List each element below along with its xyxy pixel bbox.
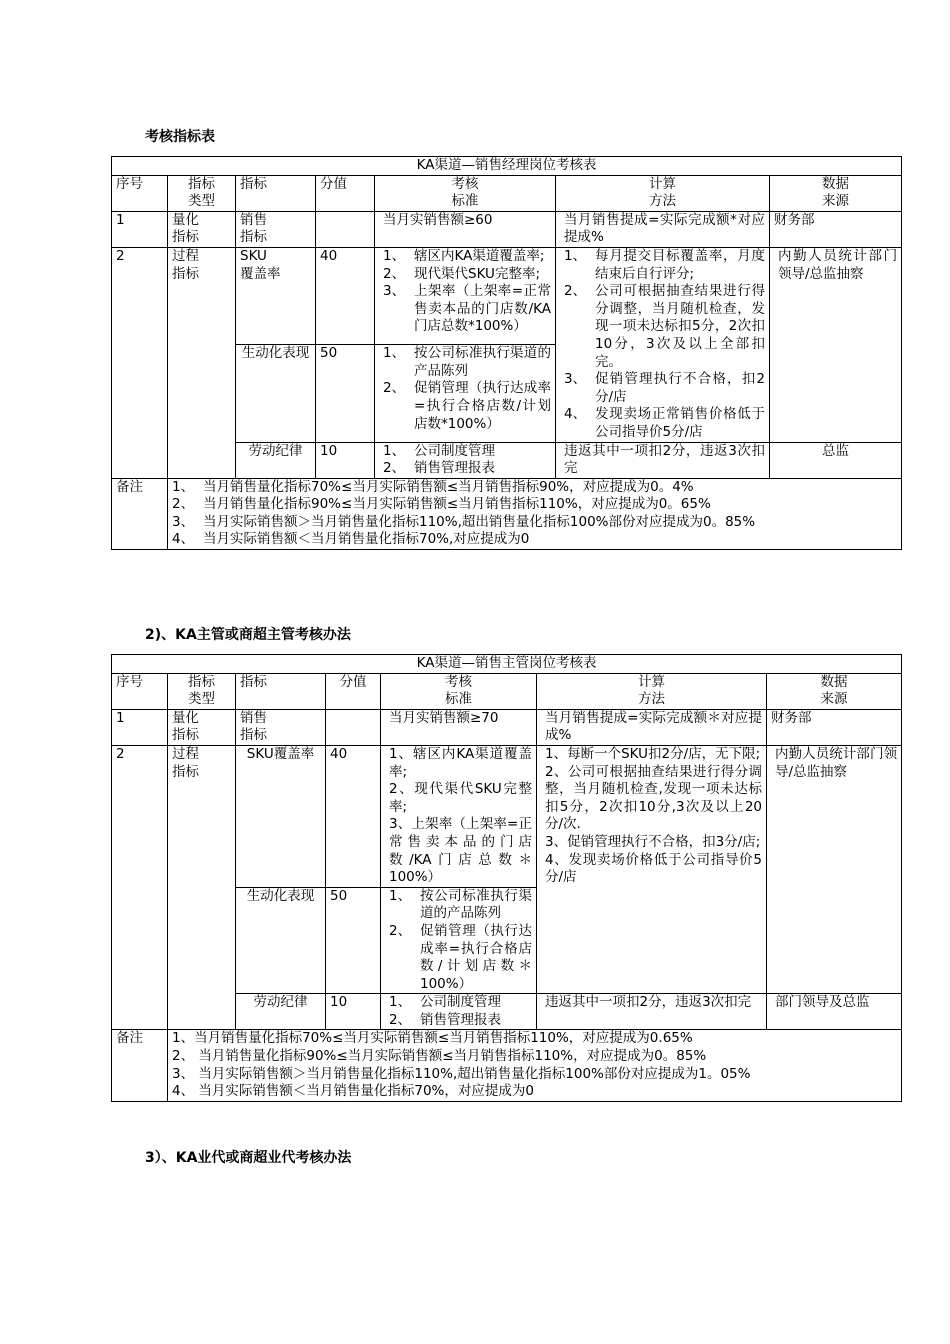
header-row — [112, 175, 902, 211]
standard-cell — [381, 887, 537, 994]
notes-label: 备注 — [112, 1030, 168, 1101]
seq-cell: 1 — [112, 709, 168, 745]
table-title-row — [112, 157, 902, 176]
score-cell: 50 — [326, 887, 381, 994]
header-seq: 序号 — [112, 673, 168, 709]
indicator-cell: SKU 覆盖率 — [236, 247, 316, 344]
seq-cell: 2 — [112, 745, 168, 1030]
header-score: 分值 — [326, 673, 381, 709]
method-cell: 违返其中一项扣2分，违返3次扣完 — [556, 442, 770, 478]
standard-cell: 当月实销售额≥60 — [375, 211, 556, 247]
list-item: 3、 当月实际销售额＞当月销售量化指标110%,超出销售量化指标100%部份对应提成为1。05% — [172, 1065, 751, 1082]
method-cell — [556, 247, 770, 442]
indicator-cell: 生动化表现 — [236, 345, 316, 442]
standard-cell — [375, 442, 556, 478]
source-cell: 内勤人员统计部门领导/总监抽察 — [767, 745, 902, 993]
list-item: 3、上架率（上架率=正常售卖本品的门店数/KA门店总数＊100%） — [389, 816, 532, 886]
list-item: 3、 促销管理执行不合格，扣2分/店 — [564, 371, 765, 405]
header-seq: 序号 — [112, 175, 168, 211]
manager-assessment-table — [111, 156, 902, 550]
list-item: 1、 公司制度管理 — [389, 994, 501, 1011]
list-item: 1、 当月销售量化指标70%≤当月实际销售额≤当月销售指标90%，对应提成为0。4% — [172, 478, 694, 495]
score-cell: 10 — [326, 994, 381, 1030]
seq-cell: 1 — [112, 211, 168, 247]
notes-cell — [168, 1030, 902, 1101]
list-item: 2、 促销管理（执行达成率=执行合格店数/计划店数*100%） — [383, 380, 551, 432]
standard-cell — [375, 247, 556, 344]
list-item: 1、 辖区内KA渠道覆盖率; — [383, 247, 545, 264]
list-item: 2、 当月销售量化指标90%≤当月实际销售额≤当月销售指标110%，对应提成为0。85% — [172, 1048, 707, 1065]
source-cell: 部门领导及总监 — [767, 994, 902, 1030]
header-score: 分值 — [316, 175, 375, 211]
list-item: 2、 促销管理（执行达成率=执行合格店数/计划店数＊100%） — [389, 922, 532, 992]
table-title-row — [112, 655, 902, 674]
list-item: 2、 销售管理报表 — [389, 1011, 501, 1028]
list-item: 4、 当月实际销售额＜当月销售量化指标70%，对应提成为0 — [172, 1083, 534, 1100]
source-cell: 财务部 — [767, 709, 902, 745]
seq-cell: 2 — [112, 247, 168, 478]
table-title: KA渠道—销售主管岗位考核表 — [112, 655, 902, 674]
list-item: 1、 每月提交目标覆盖率，月度结束后自行评分; — [564, 247, 765, 282]
header-indicator: 指标 — [236, 673, 326, 709]
type-cell: 量化 指标 — [168, 709, 236, 745]
score-cell — [316, 211, 375, 247]
indicator-cell: 销售 指标 — [236, 211, 316, 247]
list-item: 1、辖区内KA渠道覆盖率; — [389, 745, 532, 780]
list-item: 2、 销售管理报表 — [383, 460, 495, 477]
notes-row — [112, 478, 902, 549]
notes-label: 备注 — [112, 478, 168, 549]
method-cell: 当月销售提成=实际完成额*对应提成% — [556, 211, 770, 247]
list-item: 1、 按公司标准执行渠道的产品陈列 — [383, 345, 551, 379]
header-method: 计算 方法 — [537, 673, 767, 709]
header-standard: 考核 标准 — [375, 175, 556, 211]
list-item: 3、 上架率（上架率=正常售卖本品的门店数/KA门店总数*100%） — [383, 283, 551, 335]
table-row — [112, 247, 902, 344]
list-item: 2、 现代渠代SKU完整率; — [383, 265, 540, 282]
score-cell — [326, 709, 381, 745]
list-item: 3、 当月实际销售额＞当月销售量化指标110%,超出销售量化指标100%部份对应提成为0。85% — [172, 513, 756, 530]
score-cell: 40 — [316, 247, 375, 344]
header-method: 计算 方法 — [556, 175, 770, 211]
supervisor-assessment-table — [111, 654, 902, 1102]
list-item: 1、当月销售量化指标70%≤当月实际销售额≤当月销售指标110%，对应提成为0.65% — [172, 1030, 693, 1047]
header-indicator: 指标 — [236, 175, 316, 211]
source-cell: 总监 — [770, 442, 902, 478]
list-item: 3、促销管理执行不合格，扣3分/店; — [545, 833, 761, 850]
type-cell: 过程 指标 — [168, 247, 236, 478]
indicator-cell: 生动化表现 — [236, 887, 326, 994]
table-row — [112, 745, 902, 887]
list-item: 2、 公司可根据抽查结果进行得分调整，当月随机检查，发现一项未达标扣5分，2次扣10分，3次及以上全部扣完。 — [564, 283, 765, 370]
method-cell: 违返其中一项扣2分，违返3次扣完 — [537, 994, 767, 1030]
standard-cell: 当月实销售额≥70 — [381, 709, 537, 745]
type-cell: 过程 指标 — [168, 745, 236, 1030]
source-cell: 财务部 — [770, 211, 902, 247]
list-item: 1、每断一个SKU扣2分/店，无下限; — [545, 745, 761, 762]
header-type: 指标 类型 — [168, 673, 236, 709]
notes-row — [112, 1030, 902, 1101]
notes-cell — [168, 478, 902, 549]
method-cell: 当月销售提成=实际完成额＊对应提成% — [537, 709, 767, 745]
indicator-cell: 劳动纪律 — [236, 442, 316, 478]
header-type: 指标 类型 — [168, 175, 236, 211]
list-item: 1、 公司制度管理 — [383, 442, 495, 459]
list-item: 2、现代渠代SKU完整率; — [389, 781, 532, 815]
table-row — [112, 709, 902, 745]
score-cell: 10 — [316, 442, 375, 478]
heading-supervisor-method: 2)、KA主管或商超主管考核办法 — [145, 627, 351, 643]
list-item: 4、发现卖场价格低于公司指导价5分/店 — [545, 851, 762, 886]
indicator-cell: 销售 指标 — [236, 709, 326, 745]
table-row — [112, 211, 902, 247]
table-title: KA渠道—销售经理岗位考核表 — [112, 157, 902, 176]
list-item: 2、公司可根据抽查结果进行得分调整，当月随机检查,发现一项未达标扣5分，2次扣10分,3次及以上20分/次. — [545, 763, 762, 833]
indicator-cell: SKU覆盖率 — [236, 745, 326, 887]
score-cell: 40 — [326, 745, 381, 887]
standard-cell — [375, 345, 556, 442]
source-cell: 内勤人员统计部门领导/总监抽察 — [770, 247, 902, 442]
list-item: 4、 发现卖场正常销售价格低于公司指导价5分/店 — [564, 406, 765, 440]
type-cell: 量化 指标 — [168, 211, 236, 247]
indicator-cell: 劳动纪律 — [236, 994, 326, 1030]
list-item: 1、 按公司标准执行渠道的产品陈列 — [389, 887, 532, 922]
standard-cell — [381, 745, 537, 887]
method-cell — [537, 745, 767, 993]
list-item: 4、 当月实际销售额＜当月销售量化指标70%,对应提成为0 — [172, 531, 530, 548]
heading-assessment-table: 考核指标表 — [145, 129, 215, 145]
header-standard: 考核 标准 — [381, 673, 537, 709]
score-cell: 50 — [316, 345, 375, 442]
header-source: 数据 来源 — [767, 673, 902, 709]
list-item: 2、 当月销售量化指标90%≤当月实际销售额≤当月销售指标110%，对应提成为0。65% — [172, 496, 711, 513]
heading-rep-method: 3）、KA业代或商超业代考核办法 — [145, 1150, 352, 1166]
standard-cell — [381, 994, 537, 1030]
header-source: 数据 来源 — [770, 175, 902, 211]
header-row — [112, 673, 902, 709]
